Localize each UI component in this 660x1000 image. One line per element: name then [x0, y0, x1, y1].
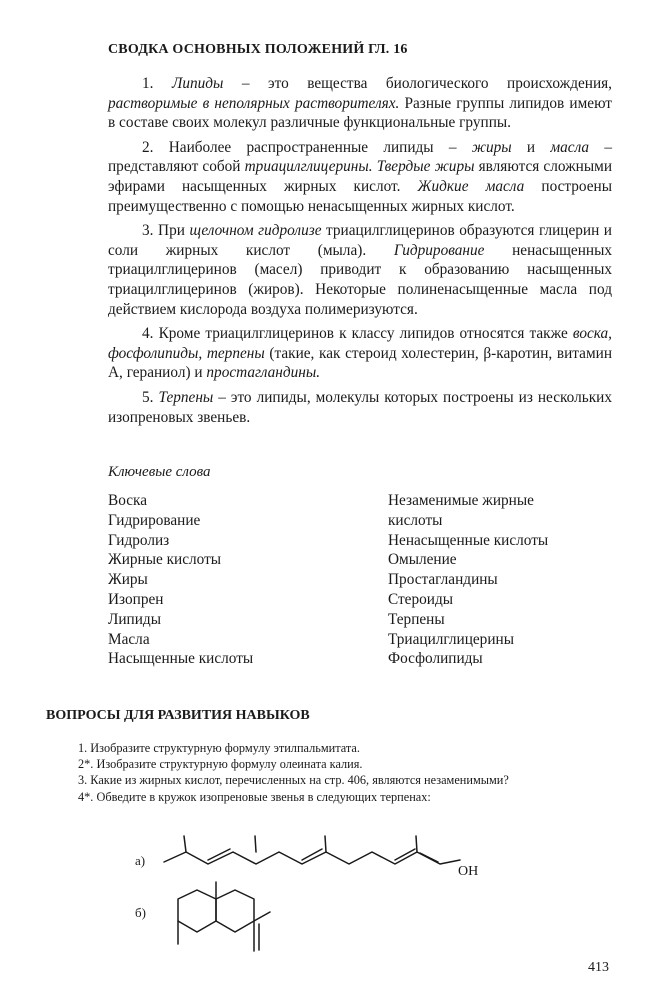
- keyword-item: Жиры: [108, 571, 148, 589]
- keyword-item: Насыщенные кислоты: [108, 650, 254, 668]
- keyword-item: Жирные кислоты: [108, 551, 222, 569]
- structure-b-rings: [178, 882, 270, 951]
- keyword-item: Гидролиз: [108, 531, 170, 549]
- summary-paragraph-3: 3. При щелочном гидролизе триацилглицеринов образуются глицерин и соли жирных кислот (мыла). Гидрирование ненасыщенных триацилглицеринов (масел) приводит к образованию насыщенных триацилглицеринов (жиров). Некоторые полиненасыщенные масла под действием кислорода воздуха полимеризуются.: [108, 222, 612, 318]
- keywords-title: Ключевые слова: [108, 464, 211, 480]
- keyword-item: Воска: [108, 492, 148, 509]
- questions-title: ВОПРОСЫ ДЛЯ РАЗВИТИЯ НАВЫКОВ: [46, 708, 310, 723]
- question-item: 4*. Обведите в кружок изопреновые звенья в следующих терпенах:: [78, 789, 431, 804]
- summary-paragraph-4: 4. Кроме триацилглицеринов к классу липидов относятся также воска, фосфолипиды, терпены (такие, как стероид холестерин, β-каротин, витамин А, гераниол) и простагландины.: [108, 325, 613, 382]
- structure-b-label: б): [135, 905, 146, 920]
- keyword-item: кислоты: [388, 511, 443, 529]
- keyword-item: Терпены: [388, 610, 445, 628]
- question-item: 2*. Изобразите структурную формулу олеината калия.: [78, 757, 363, 772]
- oh-label: OH: [458, 864, 479, 879]
- keyword-item: Изопрен: [108, 590, 164, 608]
- structure-a-label: а): [135, 853, 146, 868]
- keyword-item: Гидрирование: [108, 511, 201, 529]
- question-item: 1. Изобразите структурную формулу этилпальмитата.: [78, 741, 360, 755]
- keyword-item: Фосфолипиды: [388, 650, 483, 668]
- structure-a-chain: [164, 836, 460, 864]
- keyword-item: Незаменимые жирные: [388, 492, 534, 509]
- keyword-item: Стероиды: [388, 590, 454, 608]
- keyword-item: Омыление: [388, 551, 457, 569]
- summary-paragraph-5: 5. Терпены – это липиды, молекулы которых построены из нескольких изопреновых звеньев.: [108, 388, 612, 426]
- summary-paragraph-2: 2. Наиболее распространенные липиды – жиры и масла – представляют собой триацилглицерины. Твердые жиры являются сложными эфирами насыщенных жирных кислот. Жидкие масла построены преимущественно с помощью ненасыщенных жирных кислот.: [108, 138, 613, 215]
- keyword-item: Масла: [108, 630, 150, 648]
- summary-title: СВОДКА ОСНОВНЫХ ПОЛОЖЕНИЙ ГЛ. 16: [108, 42, 408, 57]
- keyword-item: Триацилглицерины: [388, 630, 514, 648]
- question-item: 3. Какие из жирных кислот, перечисленных на стр. 406, являются незаменимыми?: [78, 773, 509, 788]
- page-number: 413: [588, 960, 609, 975]
- keyword-item: Простагландины: [388, 571, 498, 589]
- keyword-item: Ненасыщенные кислоты: [388, 531, 549, 549]
- keyword-item: Липиды: [108, 610, 161, 628]
- summary-paragraph-1: 1. Липиды – это вещества биологического происхождения, растворимые в неполярных растворителях. Разные группы липидов имеют в составе своих молекул различные функциональные группы.: [108, 75, 612, 132]
